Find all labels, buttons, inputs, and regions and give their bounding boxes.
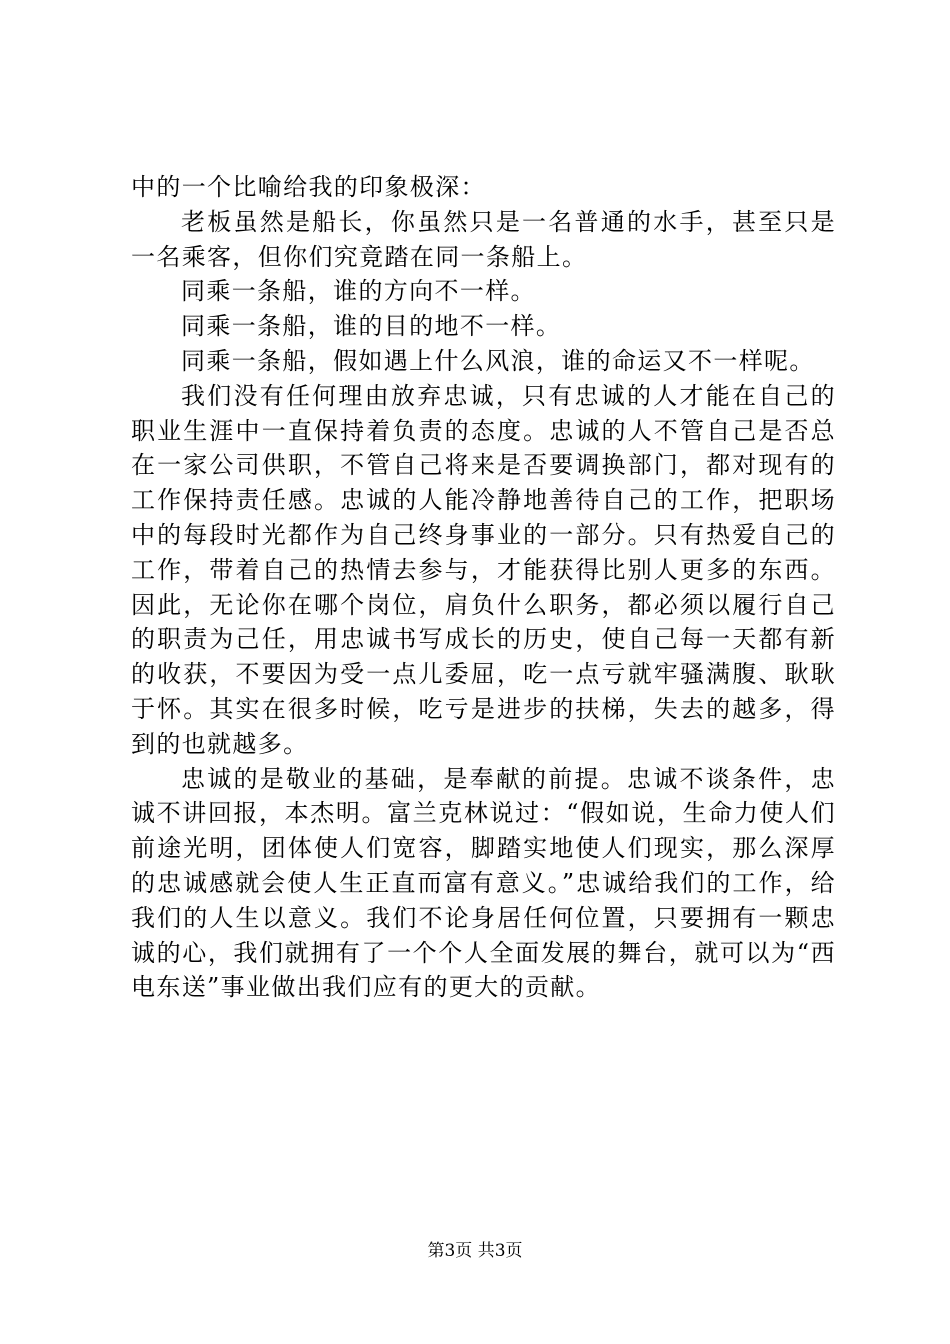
page-number-footer: 第3页 共3页 (427, 1241, 523, 1261)
paragraph-ship-metaphor: 老板虽然是船长，你虽然只是一名普通的水手，甚至只是一名乘客，但你们究竟踏在同一条船上。 (131, 207, 836, 271)
paragraph-same-fate: 同乘一条船，假如遇上什么风浪，谁的命运又不一样呢。 (181, 346, 815, 375)
paragraph-continuation: 中的一个比喻给我的印象极深： (131, 173, 486, 201)
paragraph-same-direction: 同乘一条船，谁的方向不一样。 (181, 277, 536, 306)
paragraph-loyalty-foundation: 忠诚的是敬业的基础，是奉献的前提。忠诚不谈条件，忠诚不讲回报，本杰明。富兰克林说过：“假如说，生命力使人们前途光明，团体使人们宽容，脚踏实地使人们现实，那么深厚的忠诚感就会使人生正直而富有意义。”忠诚给我们的工作，给我们的人生以意义。我们不论身居任何位置，只要拥有一颗忠诚的心，我们就拥有了一个个人全面发展的舞台，就可以为“西电东送”事业做出我们应有的更大的贡献。 (131, 764, 836, 1002)
paragraph-loyalty-responsibility: 我们没有任何理由放弃忠诚，只有忠诚的人才能在自己的职业生涯中一直保持着负责的态度。忠诚的人不管自己是否总在一家公司供职，不管自己将来是否要调换部门，都对现有的工作保持责任感。忠诚的人能冷静地善待自己的工作，把职场中的每段时光都作为自己终身事业的一部分。只有热爱自己的工作，带着自己的热情去参与，才能获得比别人更多的东西。因此，无论你在哪个岗位，肩负什么职务，都必须以履行自己的职责为己任，用忠诚书写成长的历史，使自己每一天都有新的收获，不要因为受一点儿委屈，吃一点亏就牢骚满腹、耿耿于怀。其实在很多时候，吃亏是进步的扶梯，失去的越多，得到的也就越多。 (131, 381, 836, 758)
document-body (131, 170, 836, 1005)
paragraph-same-destination: 同乘一条船，谁的目的地不一样。 (181, 312, 562, 341)
